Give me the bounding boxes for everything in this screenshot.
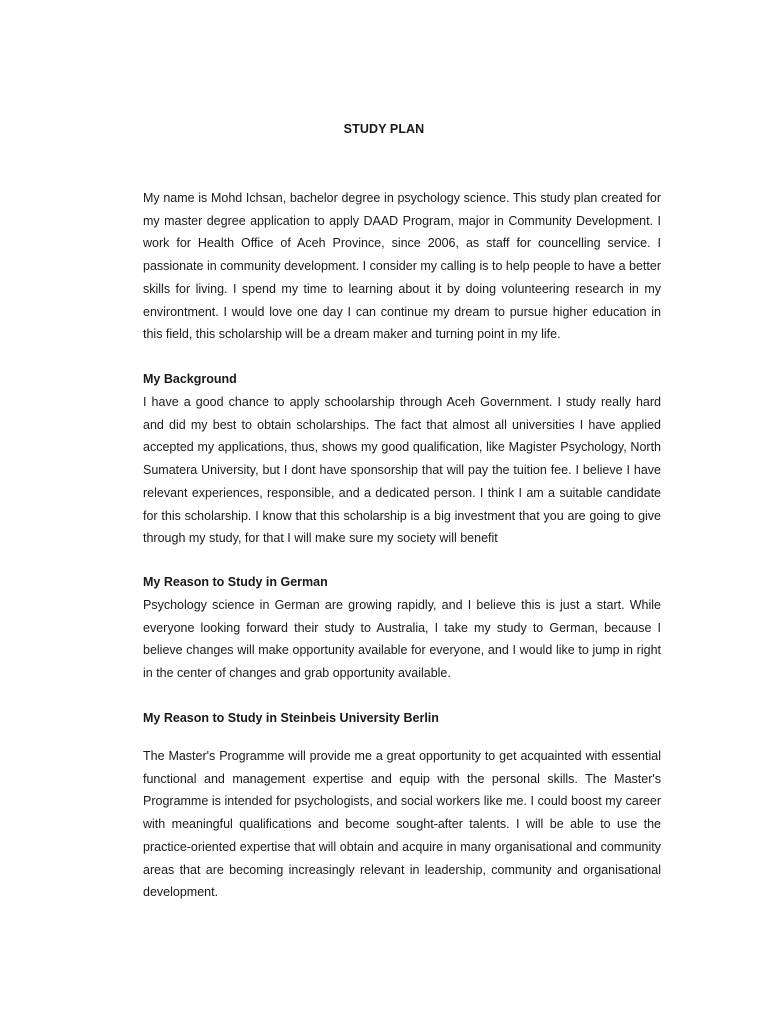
section-body-reason-steinbeis: The Master's Programme will provide me a great opportunity to get acquainted with essential functional and management expertise and equip with the personal skills. The Master's Programme is intended for psychologists, and social workers like me. I could boost my career with meaningful qualifications and become sought-after talents. I will be able to use the practice-oriented expertise that will obtain and acquire in many organisational and community areas that are becoming increasingly relevant in leadership, community and organisational development. — [143, 749, 661, 900]
section-body-reason-german: Psychology science in German are growing rapidly, and I believe this is just a start. While everyone looking forward their study to Australia, I take my study to German, because I believe changes will make opportunity available for everyone, and I would like to jump in right in the center of changes and grab opportunity available. — [143, 598, 661, 681]
section-heading-background: My Background — [143, 372, 237, 386]
document-title: STUDY PLAN — [343, 122, 425, 136]
section-body-background: I have a good chance to apply schoolarship through Aceh Government. I study really hard and did my best to obtain scholarships. The fact that almost all universities I have applied accepted my applications, thus, shows my good qualification, like Magister Psychology, North Sumatera University, but I dont have sponsorship that will pay the tuition fee. I believe I have relevant experiences, responsible, and a dedicated person. I think I am a suitable candidate for this scholarship. I know that this scholarship is a big investment that you are going to give through my study, for that I will make sure my society will benefit — [143, 395, 661, 546]
section-heading-reason-german: My Reason to Study in German — [143, 575, 328, 589]
intro-paragraph: My name is Mohd Ichsan, bachelor degree in psychology science. This study plan created for my master degree application to apply DAAD Program, major in Community Development. I work for Health Office of Aceh Province, since 2006, as staff for councelling service. I passionate in community development. I consider my calling is to help people to have a better skills for living. I spend my time to learning about it by doing volunteering research in my environtment. I would love one day I can continue my dream to pursue higher education in this field, this scholarship will be a dream maker and turning point in my life. — [143, 191, 661, 342]
section-heading-reason-steinbeis: My Reason to Study in Steinbeis University Berlin — [143, 711, 439, 725]
